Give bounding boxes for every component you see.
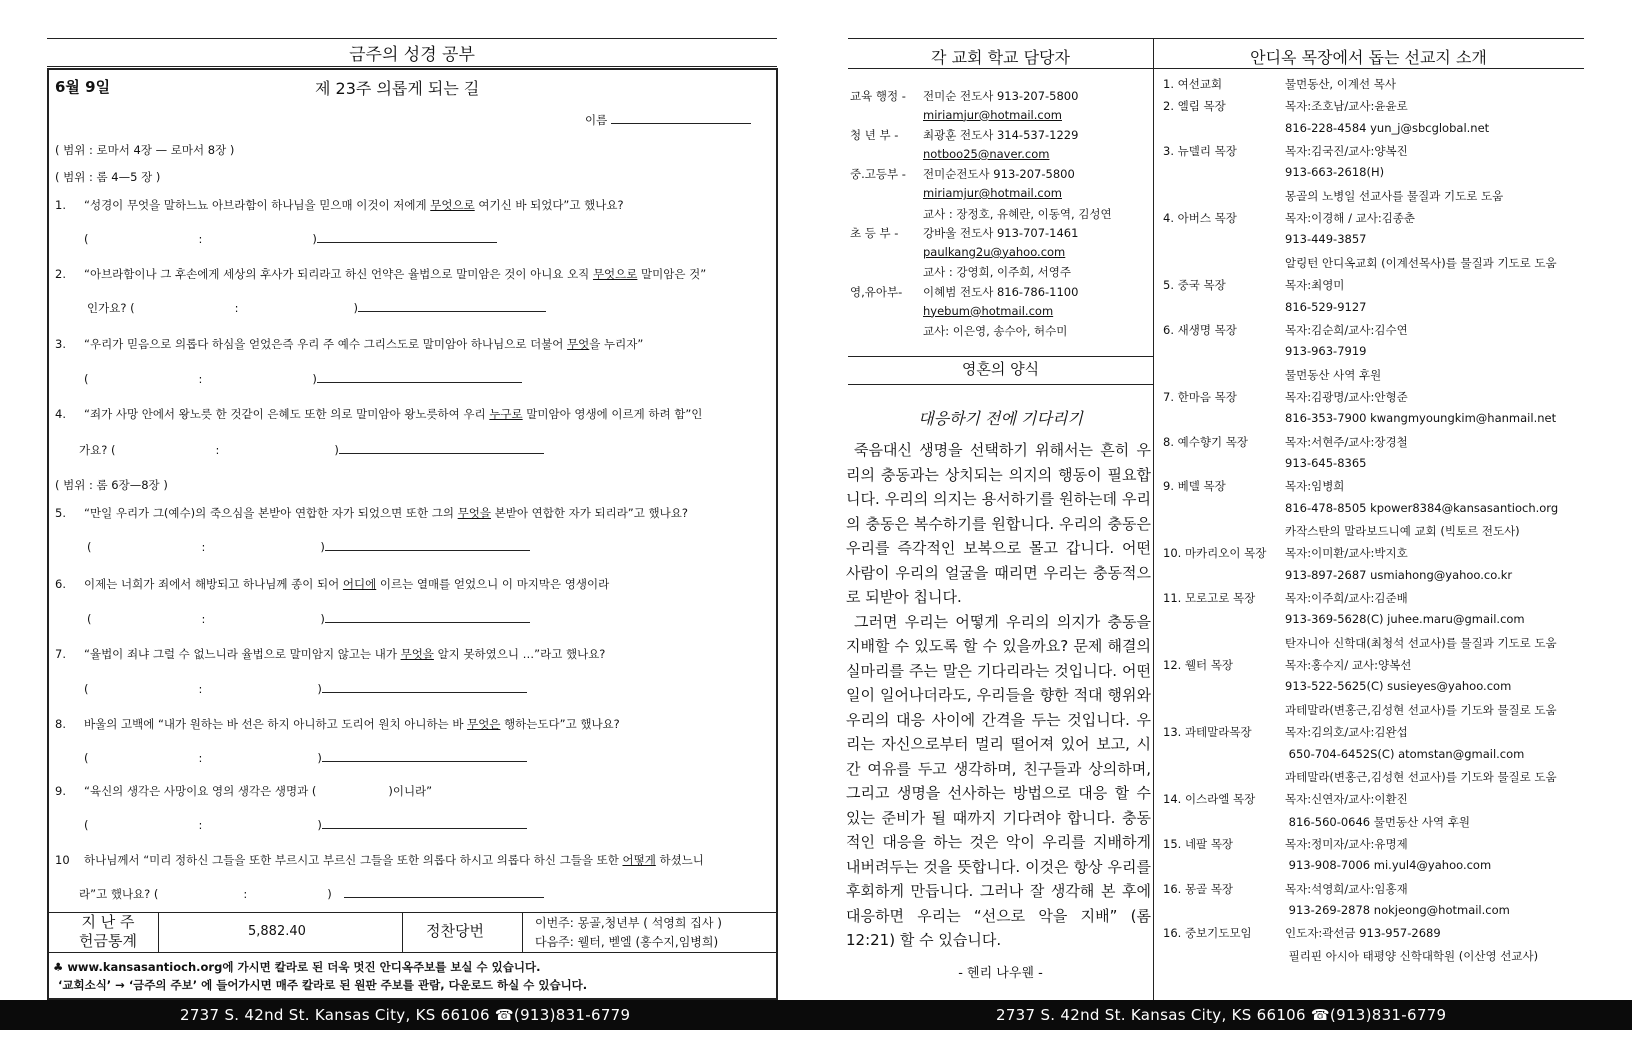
title-rule-left	[47, 66, 777, 67]
question-10: 10 하나님께서 “미리 정하신 그들을 또한 부르시고 부르신 그들을 또한 의롭다 하시고 의롭다 하신 그들을 또한 어떻게 하셨느니	[55, 853, 704, 867]
staff-email-link[interactable]: paulkang2u@yahoo.com	[923, 244, 1066, 259]
staff-dept-label: 중.고등부 -	[850, 167, 906, 182]
mission-detail-text: 목자:홍수지/ 교사:양복선	[1285, 658, 1412, 673]
question-6: 6. 이제는 너희가 죄에서 해방되고 하나님께 종이 되어 어디에 이르는 열매를 얻었으니 이 마지막은 영생이라	[55, 577, 610, 591]
mission-detail-text: 필리핀 아시아 태평양 신학대학원 (이산영 선교사)	[1285, 948, 1539, 963]
mission-item-header	[1163, 478, 1344, 494]
mission-item-detail	[1163, 858, 1491, 872]
offering-label: 지 난 주 헌금통계	[79, 913, 137, 950]
mission-detail-text: 목자:김의호/교사:김완섭	[1285, 725, 1408, 740]
mission-group-name: 10. 마카리오이 목장	[1163, 546, 1267, 561]
mission-item-header	[1163, 657, 1411, 673]
mission-detail-text: 목자:석영희/교사:임홍재	[1285, 881, 1408, 896]
mission-detail-text: 목자:임병희	[1285, 479, 1345, 494]
staff-dept-label: 교육 행정 -	[850, 89, 906, 103]
mission-detail-text: 816-228-4584 yun_j@sbcglobal.net	[1285, 120, 1490, 135]
range-2: ( 범위 : 롬 4—5 장 )	[55, 170, 161, 184]
staff-line	[850, 206, 1112, 222]
staff-email-link[interactable]: miriamjur@hotmail.com	[923, 107, 1062, 122]
mission-item-detail	[1163, 635, 1557, 651]
mission-item-detail	[1163, 814, 1470, 830]
mission-item-detail	[1163, 188, 1503, 204]
answer-8[interactable]: ( : )	[84, 751, 527, 765]
mission-detail-text: 913-897-2687 usmiahong@yahoo.co.kr	[1285, 567, 1513, 582]
mission-item-header	[1163, 434, 1408, 450]
top-rule-right	[848, 38, 1584, 39]
mission-item-detail	[1163, 121, 1489, 135]
mission-item-header	[1163, 389, 1408, 405]
mission-item-header	[1163, 590, 1408, 606]
mission-detail-text: 목자:김순희/교사:김수연	[1285, 322, 1408, 337]
offering-bottom-rule	[47, 952, 778, 953]
mission-item-detail	[1163, 747, 1524, 761]
mission-detail-text: 목자:김국진/교사:양복진	[1285, 144, 1408, 159]
mission-item-header	[1163, 143, 1408, 159]
section-title-missionaries: 안디옥 목장에서 돕는 선교지 소개	[1250, 48, 1487, 67]
range-3: ( 범위 : 롬 6장—8장 )	[55, 478, 168, 492]
mission-detail-text: 913-522-5625(C) susieyes@yahoo.com	[1285, 679, 1512, 694]
mission-detail-text: 816-478-8505 kpower8384@kansasantioch.org	[1285, 500, 1559, 515]
mission-item-header	[1163, 881, 1408, 897]
offering-divider-1	[158, 912, 159, 952]
mission-item-header	[1163, 277, 1344, 293]
offering-divider-2	[402, 912, 403, 952]
staff-email-link[interactable]: hyebum@hotmail.com	[923, 303, 1054, 318]
mission-item-detail	[1163, 255, 1557, 271]
mission-detail-text: 알링턴 안디옥교회 (이계선목사)를 물질과 기도로 도움	[1285, 255, 1557, 270]
mission-group-name: 11. 모로고로 목장	[1163, 591, 1256, 606]
mission-item-header	[1163, 836, 1408, 852]
staff-text: 교사: 이은영, 송수아, 허수미	[923, 324, 1068, 339]
answer-5[interactable]: ( : )	[87, 540, 530, 554]
mission-detail-text: 목자:서현주/교사:장경철	[1285, 434, 1408, 449]
staff-line[interactable]	[850, 147, 1049, 161]
mission-item-header	[1163, 925, 1441, 941]
staff-line[interactable]	[850, 304, 1053, 318]
mission-detail-text: 913-963-7919	[1285, 344, 1367, 359]
staff-dept-label: 초 등 부 -	[850, 226, 899, 241]
staff-line	[850, 284, 1078, 300]
staff-email-link[interactable]: notboo25@naver.com	[923, 146, 1050, 161]
answer-1[interactable]: ( : )	[84, 232, 497, 246]
mission-group-name: 3. 뉴델리 목장	[1163, 144, 1237, 159]
staff-text: 강바울 전도사 913-707-1461	[923, 226, 1079, 241]
food-bottom-rule	[848, 384, 1153, 385]
essay-author: - 헨리 나우웬 -	[958, 966, 1043, 981]
lesson-title: 제 23주 의롭게 되는 길	[315, 79, 480, 98]
mission-detail-text: 물먼동산 사역 후원	[1285, 367, 1382, 382]
answer-7[interactable]: ( : )	[84, 682, 527, 696]
staff-line	[850, 127, 1078, 143]
mission-detail-text: 816-560-0646 물먼동산 사역 후원	[1285, 814, 1470, 829]
mission-detail-text: 목자:이미환/교사:박지호	[1285, 546, 1408, 561]
website-notice-2: ‘교회소식’ → ‘금주의 주보’ 에 들어가시면 매주 칼라로 된 원판 주보를 관람, 다운로드 하실 수 있습니다.	[58, 978, 588, 992]
name-field[interactable]: 이름	[585, 112, 751, 128]
mission-item-detail	[1163, 411, 1556, 425]
question-1: 1. “성경이 무엇을 말하느뇨 아브라함이 하나님을 믿으매 이것이 저에게 무엇으로 여기신 바 되었다”고 했나요?	[55, 198, 624, 212]
mission-group-name: 4. 아버스 목장	[1163, 211, 1237, 226]
question-7: 7. “율법이 죄냐 그럴 수 없느니라 율법으로 말미암지 않고는 내가 무엇을 알지 못하였으니 …”라고 했나요?	[55, 647, 606, 661]
range-1: ( 범위 : 로마서 4장 — 로마서 8장 )	[55, 143, 235, 157]
mission-group-name: 7. 한마음 목장	[1163, 389, 1237, 404]
staff-text: 최광훈 전도사 314-537-1229	[923, 128, 1079, 143]
mission-item-detail	[1163, 702, 1557, 718]
mission-detail-text: 목자:김광명/교사:안형준	[1285, 389, 1408, 404]
mission-group-name: 5. 중국 목장	[1163, 278, 1226, 293]
staff-text: 전미순 전도사 913-207-5800	[923, 89, 1079, 103]
mission-detail-text: 목자:이주희/교사:김준배	[1285, 591, 1408, 606]
right-column-divider	[1153, 38, 1154, 1000]
offering-divider-3	[522, 912, 523, 952]
mission-item-detail	[1163, 679, 1511, 693]
mission-item-detail	[1163, 769, 1557, 785]
mission-item-header	[1163, 322, 1408, 338]
mission-item-header	[1163, 545, 1408, 561]
mission-detail-text: 목자:조호남/교사:윤윤로	[1285, 99, 1408, 114]
mission-detail-text: 913-663-2618(H)	[1285, 165, 1385, 180]
question-3: 3. “우리가 믿음으로 의롭다 하심을 얻었은즉 우리 주 예수 그리스도로 말미암아 하나님으로 더불어 무엇을 누리자”	[55, 337, 644, 351]
mission-item-header	[1163, 724, 1408, 740]
mission-detail-text: 목자:최영미	[1285, 278, 1345, 293]
mission-group-name: 13. 과테말라목장	[1163, 725, 1252, 740]
offering-amount: 5,882.40	[248, 924, 306, 939]
staff-dept-label: 영,유아부-	[850, 285, 903, 299]
mission-detail-text: 물먼동산, 이계선 목사	[1285, 77, 1396, 91]
essay-body	[846, 438, 1151, 953]
mission-group-name: 15. 네팔 목장	[1163, 836, 1234, 851]
mission-detail-text: 913-369-5628(C) juhee.maru@gmail.com	[1285, 612, 1525, 627]
mission-detail-text: 인도자:곽선금 913-957-2689	[1285, 926, 1441, 941]
mission-group-name: 2. 엘림 목장	[1163, 99, 1226, 114]
praise-schedule: 이번주: 몽골,청년부 ( 석영희 집사 ) 다음주: 웰터, 벧엘 (홍수지,임병희)	[535, 916, 722, 949]
mission-group-name: 6. 새생명 목장	[1163, 322, 1237, 337]
section-title-bible-study: 금주의 성경 공부	[349, 45, 475, 65]
lesson-date: 6월 9일	[55, 78, 111, 96]
answer-4[interactable]: 가요? ( : )	[79, 442, 544, 458]
mission-detail-text: 목자:이경해 / 교사:김종춘	[1285, 211, 1416, 226]
mission-detail-text: 몽골의 노병일 선교사를 물질과 기도로 도움	[1285, 188, 1504, 203]
staff-line[interactable]	[850, 108, 1062, 122]
mission-item-detail	[1163, 568, 1512, 582]
mission-item-detail	[1163, 344, 1366, 358]
mission-item-detail	[1163, 523, 1520, 539]
answer-6[interactable]: ( : )	[87, 612, 530, 626]
staff-line[interactable]	[850, 186, 1062, 200]
mission-item-detail	[1163, 612, 1525, 626]
praise-label: 정찬당번	[426, 922, 484, 940]
answer-9[interactable]: ( : )	[84, 818, 527, 832]
question-2: 2. “아브라함이나 그 후손에게 세상의 후사가 되리라고 하신 언약은 율법으로 말미암은 것이 아니요 오직 무엇으로 말미암은 것”	[55, 267, 707, 281]
mission-item-detail	[1163, 948, 1538, 964]
staff-email-link[interactable]: miriamjur@hotmail.com	[923, 186, 1062, 200]
mission-group-name: 8. 예수향기 목장	[1163, 434, 1248, 449]
mission-group-name: 14. 이스라엘 목장	[1163, 792, 1256, 807]
essay-paragraph-1: 죽음대신 생명을 선택하기 위해서는 흔히 우리의 충동과는 상치되는 의지의 행동이 필요합니다. 우리의 의지는 용서하기를 원하는데 우리의 충동은 복수하기를 원합니다. 우리의 충동은 우리를 즉각적인 보복으로 몰고 갑니다. 어떤 사람이 우리의 얼굴을 때리면 우리는 충동적으로 되받아 칩니다.	[846, 441, 1151, 606]
mission-group-name: 12. 웰터 목장	[1163, 658, 1234, 673]
footer-address-right: 2737 S. 42nd St. Kansas City, KS 66106 ☎(913)831-6779	[996, 1006, 1447, 1024]
staff-text: 교사 : 강영희, 이주희, 서영주	[923, 265, 1072, 280]
section-title-staff: 각 교회 학교 담당자	[931, 48, 1070, 67]
offering-top-rule	[47, 912, 778, 913]
mission-detail-text: 목자:정미자/교사:유명제	[1285, 836, 1408, 851]
mission-detail-text: 913-269-2878 nokjeong@hotmail.com	[1285, 902, 1510, 917]
mission-detail-text: 816-353-7900 kwangmyoungkim@hanmail.net	[1285, 411, 1557, 426]
answer-3[interactable]: ( : )	[84, 372, 522, 386]
question-5: 5. “만일 우리가 그(예수)의 죽으심을 본받아 연합한 자가 되었으면 또한 그의 무엇을 본받아 연합한 자가 되리라”고 했나요?	[55, 506, 688, 520]
mission-detail-text: 탄자니아 신학대(최청석 선교사)를 물질과 기도로 도움	[1285, 635, 1557, 650]
mission-item-detail	[1163, 300, 1366, 314]
mission-detail-text: 과테말라(변홍근,김성현 선교사)를 기도와 물질로 도움	[1285, 769, 1557, 784]
staff-dept-label: 청 년 부 -	[850, 128, 899, 143]
mission-detail-text: 913-645-8365	[1285, 455, 1367, 470]
website-notice-1: ♣ www.kansasantioch.org에 가시면 칼라로 된 더욱 멋진 안디옥주보를 보실 수 있습니다.	[53, 960, 541, 974]
essay-paragraph-2: 그러면 우리는 어떻게 우리의 의지가 충동을 지배할 수 있도록 할 수 있을까요? 문제 해결의 실마리를 주는 말은 기다리라는 것입니다. 어떤 일이 일어나더라도, 우리들을 향한 적대 행위와 우리의 대응 사이에 간격을 두는 것입니다. 우리는 자신으로부터 멀리 떨어져 있어 보고, 시간 여유를 두고 생각하며, 친구들과 상의하며, 그리고 생명을 선사하는 방법으로 대응 할 수 있는 준비가 될 때까지 기다려야 합니다. 충동적인 대응을 하는 것은 악이 우리를 지배하게 내버려두는 것을 뜻합니다. 이것은 항상 우리를 후회하게 만듭니다. 그러나 잘 생각해 본 후에 대응하면 우리는 “선으로 악을 지배” (롬 12:21) 할 수 있습니다.	[846, 612, 1151, 949]
mission-group-name: 9. 베델 목장	[1163, 479, 1226, 494]
food-title: 영혼의 양식	[961, 360, 1040, 378]
staff-line	[850, 264, 1071, 280]
mission-item-detail	[1163, 232, 1366, 246]
essay-title: 대응하기 전에 기다리기	[918, 409, 1083, 428]
staff-line	[850, 323, 1067, 339]
mission-item-detail	[1163, 903, 1510, 917]
question-9: 9. “육신의 생각은 사망이요 영의 생각은 생명과 ( )이니라”	[55, 784, 433, 798]
footer-address-left: 2737 S. 42nd St. Kansas City, KS 66106 ☎(913)831-6779	[180, 1006, 631, 1024]
mission-detail-text: 913-449-3857	[1285, 232, 1367, 247]
mission-item-detail	[1163, 165, 1384, 179]
mission-item-detail	[1163, 456, 1366, 470]
answer-10[interactable]: 라”고 했나요? ( : )	[79, 886, 544, 902]
staff-line	[850, 88, 1078, 104]
staff-line	[850, 225, 1078, 241]
mission-group-name: 16. 몽골 목장	[1163, 881, 1234, 896]
staff-line	[850, 166, 1075, 182]
food-top-rule	[848, 356, 1153, 357]
mission-group-name: 16. 중보기도모임	[1163, 926, 1252, 941]
mission-item-header	[1163, 76, 1396, 92]
mission-item-header	[1163, 210, 1415, 226]
mission-item-detail	[1163, 367, 1381, 383]
staff-text: 전미순전도사 913-207-5800	[923, 167, 1075, 182]
mission-detail-text: 카작스탄의 말라보드니예 교회 (빅토르 전도사)	[1285, 524, 1520, 538]
question-8: 8. 바울의 고백에 “내가 원하는 바 선은 하지 아니하고 도리어 원치 아니하는 바 무엇은 행하는도다”고 했나요?	[55, 717, 620, 731]
answer-2[interactable]: 인가요? ( : )	[87, 300, 546, 316]
mission-detail-text: 과테말라(변홍근,김성현 선교사)를 기도와 물질로 도움	[1285, 702, 1557, 717]
mission-item-header	[1163, 98, 1408, 114]
mission-detail-text: 913-908-7006 mi.yul4@yahoo.com	[1285, 858, 1492, 873]
mission-detail-text: 목자:신연자/교사:이환진	[1285, 792, 1408, 807]
mission-detail-text: 650-704-6452S(C) atomstan@gmail.com	[1285, 746, 1525, 761]
mission-detail-text: 816-529-9127	[1285, 299, 1367, 314]
staff-text: 이혜범 전도사 816-786-1100	[923, 285, 1079, 299]
staff-line[interactable]	[850, 245, 1065, 259]
title-rule-right	[848, 68, 1584, 69]
question-4: 4. “죄가 사망 안에서 왕노릇 한 것같이 은혜도 또한 의로 말미암아 왕노릇하여 우리 누구로 말미암아 영생에 이르게 하려 함”인	[55, 407, 703, 421]
mission-item-detail	[1163, 501, 1558, 515]
top-rule-left	[47, 38, 777, 39]
staff-text: 교사 : 장정호, 유혜란, 이동역, 김성연	[923, 206, 1112, 221]
mission-group-name: 1. 여선교회	[1163, 77, 1223, 91]
mission-item-header	[1163, 791, 1408, 807]
